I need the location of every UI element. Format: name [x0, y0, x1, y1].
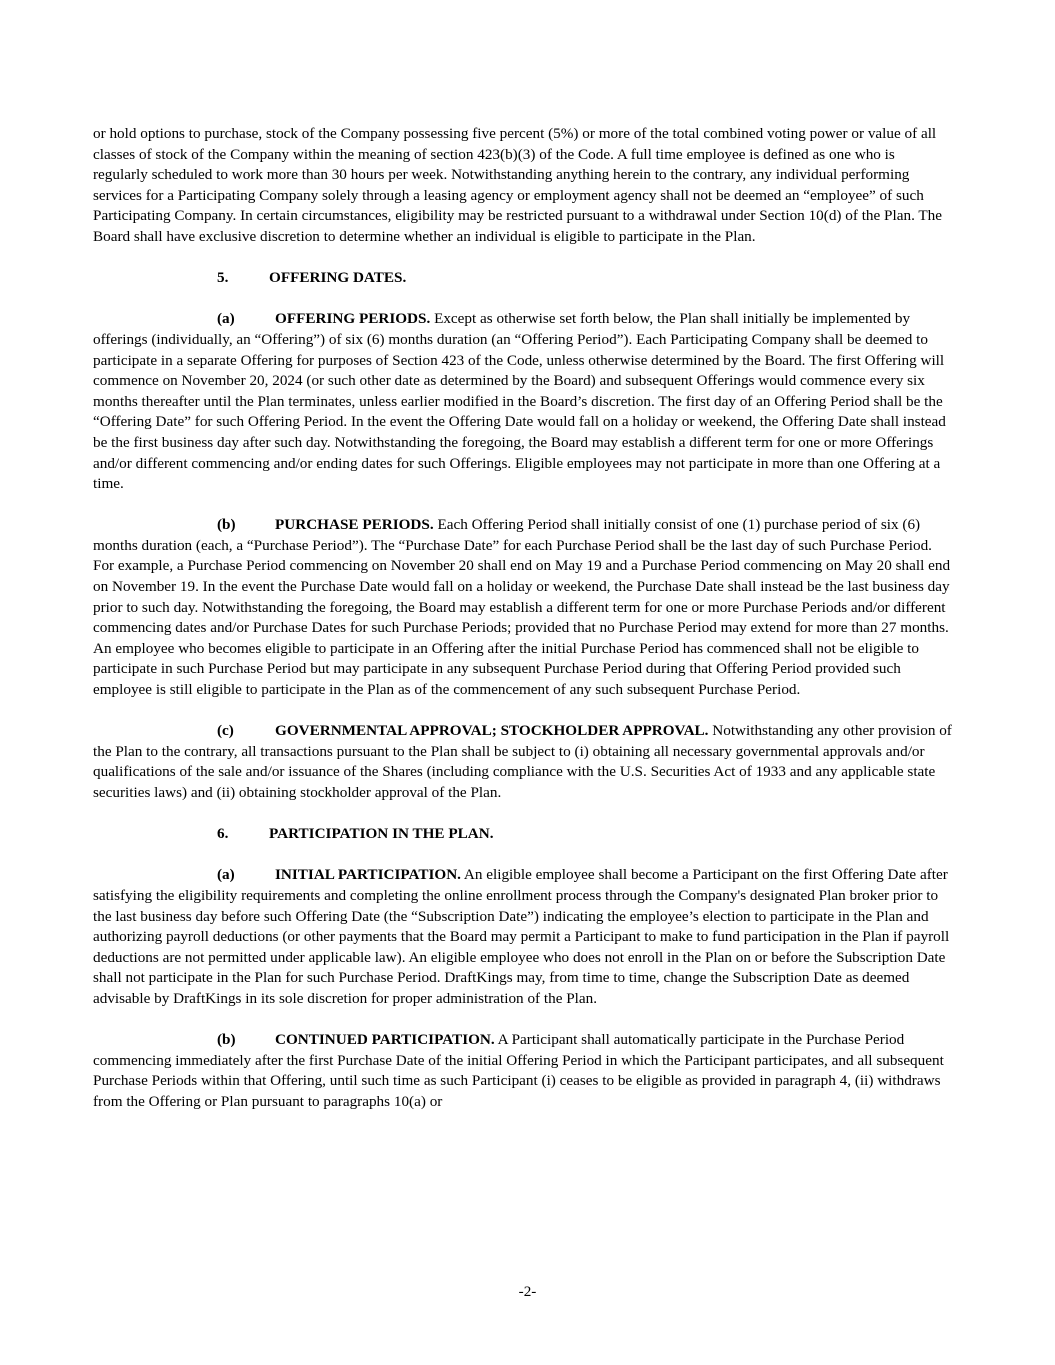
section-5a-label: (a) [217, 310, 235, 328]
section-6-number: 6. [217, 825, 229, 843]
section-5b-title: PURCHASE PERIODS. [275, 516, 434, 534]
section-6-title: PARTICIPATION IN THE PLAN. [269, 825, 494, 843]
section-5b-text: Each Offering Period shall initially consist of one (1) purchase period of six (6) months duration (each, a “Purchase Period”). The “Purchase Date” for each Purchase Period shall be the last day of such Purchase Period. For example, a Purchase Period commencing on November 20 shall end on May 19 and a Purchase Period commencing on May 20 shall end on November 19. In the event the Purchase Date would fall on a holiday or weekend, the Purchase Date shall instead be the last business day prior to such day. Notwithstanding the foregoing, the Board may establish a different term for one or more Purchase Periods and/or different commencing dates and/or Purchase Dates for such Purchase Periods; provided that no Purchase Period may extend for more than 27 months. An employee who becomes eligible to participate in an Offering after the initial Purchase Period has commenced shall not be eligible to participate in such Purchase Period but may participate in any subsequent Purchase Period during that Offering Period provided such employee is still eligible to participate in the Plan as of the commencement of any such subsequent Purchase Period. [93, 516, 951, 699]
section-5b-label: (b) [217, 516, 236, 534]
section-6b-label: (b) [217, 1031, 236, 1049]
section-6-heading [93, 824, 953, 845]
section-5b-paragraph [93, 515, 953, 700]
document-page [93, 124, 953, 1133]
section-5c-label: (c) [217, 722, 234, 740]
section-5c-title: GOVERNMENTAL APPROVAL; STOCKHOLDER APPROVAL. [275, 722, 709, 740]
section-6b-text: A Participant shall automatically participate in the Purchase Period commencing immediately after the first Purchase Date of the initial Offering Period in which the Participant participates, and all subsequent Purchase Periods within that Offering, until such time as such Participant (i) ceases to be eligible as provided in paragraph 4, (ii) withdraws from the Offering or Plan pursuant to paragraphs 10(a) or [93, 1031, 944, 1110]
section-5a-title: OFFERING PERIODS. [275, 310, 431, 328]
section-5c-text: Notwithstanding any other provision of the Plan to the contrary, all transactions pursuant to the Plan shall be subject to (i) obtaining all necessary governmental approvals and/or qualifications of the sale and/or issuance of the Shares (including compliance with the U.S. Securities Act of 1933 and any applicable state securities laws) and (ii) obtaining stockholder approval of the Plan. [93, 722, 952, 801]
section-6a-label: (a) [217, 866, 235, 884]
section-5c-paragraph [93, 721, 953, 803]
section-6b-paragraph [93, 1030, 953, 1112]
section-5-heading [93, 268, 953, 289]
intro-paragraph: or hold options to purchase, stock of the Company possessing five percent (5%) or more of the total combined voting power or value of all classes of stock of the Company within the meaning of section 423(b)(3) of the Code. A full time employee is defined as one who is regularly scheduled to work more than 30 hours per week. Notwithstanding anything herein to the contrary, any individual performing services for a Participating Company solely through a leasing agency or employment agency shall not be deemed an “employee” of such Participating Company. In certain circumstances, eligibility may be restricted pursuant to a withdrawal under Section 10(d) of the Plan. The Board shall have exclusive discretion to determine whether an individual is eligible to participate in the Plan. [93, 125, 942, 245]
section-6a-title: INITIAL PARTICIPATION. [275, 866, 461, 884]
section-6b-title: CONTINUED PARTICIPATION. [275, 1031, 495, 1049]
section-5-number: 5. [217, 269, 229, 287]
section-5-title: OFFERING DATES. [269, 269, 407, 287]
section-5a-paragraph [93, 309, 953, 494]
section-5a-text: Except as otherwise set forth below, the Plan shall initially be implemented by offerings (individually, an “Offering”) of six (6) months duration (an “Offering Period”). Each Participating Company shall be deemed to participate in a separate Offering for purposes of Section 423 of the Code, unless otherwise determined by the Board. The first Offering will commence on November 20, 2024 (or such other date as determined by the Board) and subsequent Offerings would commence every six months thereafter until the Plan terminates, unless earlier modified in the Board’s discretion. The first day of an Offering Period shall be the “Offering Date” for such Offering Period. In the event the Offering Date would fall on a holiday or weekend, the Offering Date shall instead be the first business day after such day. Notwithstanding the foregoing, the Board may establish a different term for one or more Offerings and/or different commencing and/or ending dates for such Offerings. Eligible employees may not participate in more than one Offering at a time. [93, 310, 946, 493]
section-6a-text: An eligible employee shall become a Participant on the first Offering Date after satisfying the eligibility requirements and completing the online enrollment process through the Company's designated Plan broker prior to the last business day before such Offering Date (the “Subscription Date”) indicating the employee’s election to participate in the Plan and authorizing payroll deductions (or other payments that the Board may permit a Participant to make to fund participation in the Plan if payroll deductions are not permitted under applicable law). An eligible employee who does not enroll in the Plan on or before the Subscription Date shall not participate in the Plan for such Purchase Period. DraftKings may, from time to time, change the Subscription Date as deemed advisable by DraftKings in its sole discretion for proper administration of the Plan. [93, 866, 950, 1007]
page-number: -2- [518, 1283, 537, 1300]
section-6a-paragraph [93, 865, 953, 1009]
